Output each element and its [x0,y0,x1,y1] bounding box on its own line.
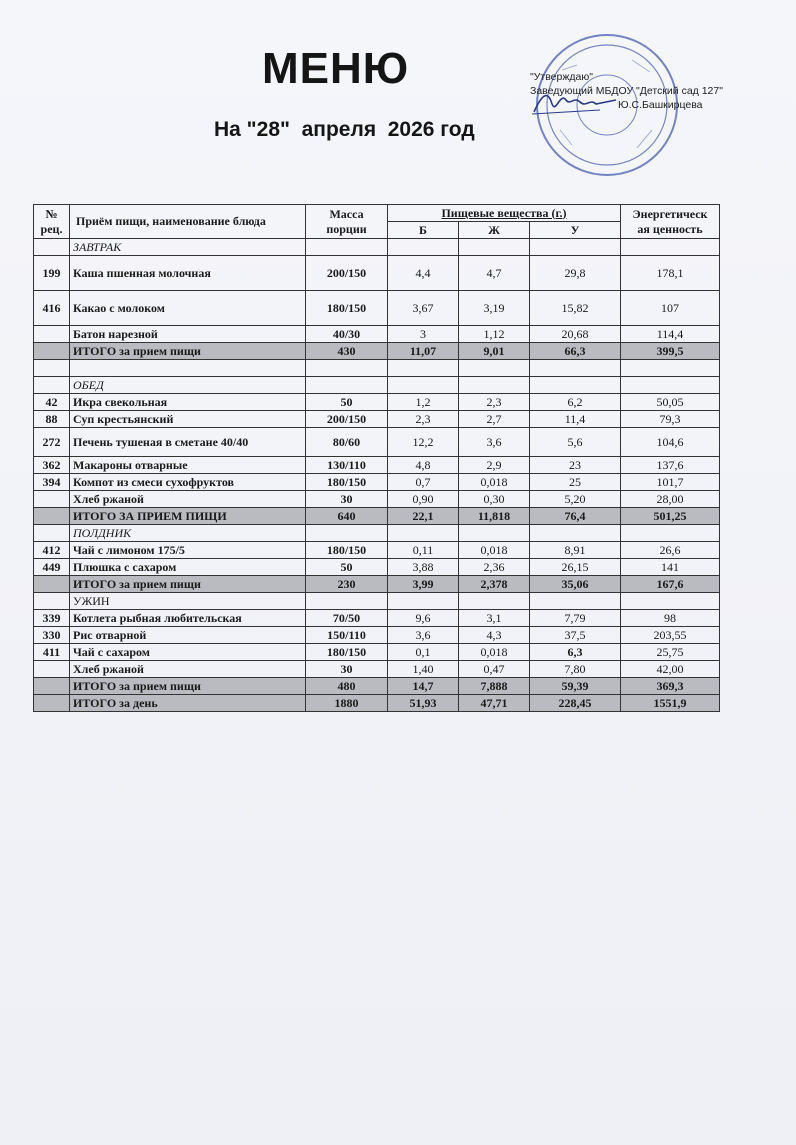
protein-cell: 2,3 [388,411,459,428]
energy-cell: 50,05 [621,394,720,411]
protein-cell: 0,90 [388,491,459,508]
energy-cell: 178,1 [621,256,720,291]
protein-cell: 3 [388,326,459,343]
approval-line-2: Заведующий МБДОУ "Детский сад 127" [530,85,723,97]
fat-cell: 47,71 [459,695,530,712]
protein-cell: 22,1 [388,508,459,525]
carbs-cell: 35,06 [530,576,621,593]
table-row [34,291,720,326]
total-row [34,678,720,695]
energy-cell [621,593,720,610]
carbs-cell: 23 [530,457,621,474]
header-energy-label: Энергетическ [632,206,708,221]
carbs-cell: 20,68 [530,326,621,343]
total-row [34,508,720,525]
table-row [34,661,720,678]
carbs-cell: 5,20 [530,491,621,508]
energy-cell [621,239,720,256]
portion-mass-cell: 640 [306,508,388,525]
energy-cell: 42,00 [621,661,720,678]
page-title: МЕНЮ [262,44,410,93]
carbs-cell: 26,15 [530,559,621,576]
recipe-num-cell: 42 [34,394,70,411]
fat-cell [459,377,530,394]
dish-name-cell: Икра свекольная [70,394,306,411]
portion-mass-cell [306,360,388,377]
energy-cell: 114,4 [621,326,720,343]
carbs-cell [530,525,621,542]
portion-mass-cell: 180/150 [306,644,388,661]
portion-mass-cell: 230 [306,576,388,593]
carbs-cell: 76,4 [530,508,621,525]
header-energy-label-2: ая ценность [637,221,703,236]
dish-name-cell: Плюшка с сахаром [70,559,306,576]
recipe-num-cell: 416 [34,291,70,326]
protein-cell: 0,1 [388,644,459,661]
protein-cell [388,525,459,542]
energy-cell: 28,00 [621,491,720,508]
fat-cell [459,525,530,542]
fat-cell: 0,018 [459,644,530,661]
protein-cell [388,360,459,377]
portion-mass-cell: 40/30 [306,326,388,343]
dish-name-cell: Суп крестьянский [70,411,306,428]
portion-mass-cell: 200/150 [306,411,388,428]
energy-cell: 141 [621,559,720,576]
protein-cell: 12,2 [388,428,459,457]
carbs-cell [530,593,621,610]
total-row [34,695,720,712]
header-fat: Ж [459,222,530,239]
recipe-num-cell [34,491,70,508]
portion-mass-cell: 50 [306,394,388,411]
protein-cell: 1,2 [388,394,459,411]
header-mass [306,205,388,239]
protein-cell [388,239,459,256]
protein-cell: 3,6 [388,627,459,644]
carbs-cell: 8,91 [530,542,621,559]
fat-cell: 4,3 [459,627,530,644]
carbs-cell: 7,80 [530,661,621,678]
portion-mass-cell [306,525,388,542]
menu-date: На "28" апреля 2026 год [214,118,475,141]
portion-mass-cell: 430 [306,343,388,360]
table-row [34,256,720,291]
table-row [34,491,720,508]
table-row [34,457,720,474]
fat-cell: 2,9 [459,457,530,474]
recipe-num-cell: 272 [34,428,70,457]
portion-mass-cell: 180/150 [306,291,388,326]
energy-cell: 79,3 [621,411,720,428]
carbs-cell: 228,45 [530,695,621,712]
protein-cell: 3,88 [388,559,459,576]
portion-mass-cell: 180/150 [306,542,388,559]
approval-line-1: "Утверждаю" [530,71,593,83]
portion-mass-cell: 70/50 [306,610,388,627]
protein-cell: 3,67 [388,291,459,326]
fat-cell: 11,818 [459,508,530,525]
energy-cell: 101,7 [621,474,720,491]
menu-table-body [34,239,720,712]
section-row [34,593,720,610]
recipe-num-cell: 330 [34,627,70,644]
portion-mass-cell [306,593,388,610]
dish-name-cell: Чай с сахаром [70,644,306,661]
dish-name-cell: Каша пшенная молочная [70,256,306,291]
recipe-num-cell: 88 [34,411,70,428]
energy-cell: 369,3 [621,678,720,695]
table-header-row-1 [34,205,720,222]
header-nutrients: Пищевые вещества (г.) [388,205,621,222]
carbs-cell: 6,2 [530,394,621,411]
portion-mass-cell: 130/110 [306,457,388,474]
protein-cell [388,593,459,610]
fat-cell: 0,30 [459,491,530,508]
energy-cell: 399,5 [621,343,720,360]
fat-cell: 3,1 [459,610,530,627]
recipe-num-cell: 411 [34,644,70,661]
dish-name-cell: ОБЕД [70,377,306,394]
portion-mass-cell: 1880 [306,695,388,712]
carbs-cell: 6,3 [530,644,621,661]
portion-mass-cell: 50 [306,559,388,576]
recipe-num-cell [34,576,70,593]
dish-name-cell [70,360,306,377]
fat-cell: 2,36 [459,559,530,576]
energy-cell [621,377,720,394]
dish-name-cell: Печень тушеная в сметане 40/40 [70,428,306,457]
recipe-num-cell [34,525,70,542]
recipe-num-cell [34,239,70,256]
fat-cell [459,593,530,610]
total-row [34,576,720,593]
carbs-cell [530,239,621,256]
table-row [34,474,720,491]
portion-mass-cell [306,239,388,256]
dish-name-cell: ИТОГО за прием пищи [70,343,306,360]
carbs-cell: 66,3 [530,343,621,360]
dish-name-cell: ИТОГО за прием пищи [70,678,306,695]
energy-cell: 26,6 [621,542,720,559]
dish-name-cell: Хлеб ржаной [70,491,306,508]
signature-icon [530,86,620,116]
energy-cell [621,525,720,542]
table-row [34,644,720,661]
dish-name-cell: Компот из смеси сухофруктов [70,474,306,491]
header-protein: Б [388,222,459,239]
table-row [34,627,720,644]
table-row [34,326,720,343]
dish-name-cell: Котлета рыбная любительская [70,610,306,627]
recipe-num-cell [34,593,70,610]
dish-name-cell: ПОЛДНИК [70,525,306,542]
protein-cell: 51,93 [388,695,459,712]
table-row [34,559,720,576]
dish-name-cell: Рис отварной [70,627,306,644]
energy-cell: 501,25 [621,508,720,525]
fat-cell: 2,378 [459,576,530,593]
table-row [34,411,720,428]
carbs-cell [530,377,621,394]
dish-name-cell: ЗАВТРАК [70,239,306,256]
section-row [34,377,720,394]
dish-name-cell: Макароны отварные [70,457,306,474]
recipe-num-cell: 362 [34,457,70,474]
fat-cell: 0,018 [459,474,530,491]
dish-name-cell: ИТОГО за прием пищи [70,576,306,593]
header-dish-name: Приём пищи, наименование блюда [70,205,306,239]
dish-name-cell: УЖИН [70,593,306,610]
recipe-num-cell [34,377,70,394]
header-mass-label: Масса [329,206,364,221]
table-row [34,394,720,411]
carbs-cell: 11,4 [530,411,621,428]
protein-cell: 1,40 [388,661,459,678]
fat-cell: 7,888 [459,678,530,695]
energy-cell [621,360,720,377]
portion-mass-cell: 30 [306,661,388,678]
table-row [34,428,720,457]
protein-cell: 3,99 [388,576,459,593]
approval-line-3: Ю.С.Башкирцева [618,99,703,111]
carbs-cell: 5,6 [530,428,621,457]
energy-cell: 1551,9 [621,695,720,712]
carbs-cell: 37,5 [530,627,621,644]
portion-mass-cell: 200/150 [306,256,388,291]
energy-cell: 98 [621,610,720,627]
fat-cell: 3,6 [459,428,530,457]
protein-cell: 0,11 [388,542,459,559]
dish-name-cell: ИТОГО ЗА ПРИЕМ ПИЩИ [70,508,306,525]
recipe-num-cell: 412 [34,542,70,559]
portion-mass-cell: 180/150 [306,474,388,491]
fat-cell: 2,3 [459,394,530,411]
fat-cell [459,360,530,377]
protein-cell: 14,7 [388,678,459,695]
energy-cell: 203,55 [621,627,720,644]
recipe-num-cell: 449 [34,559,70,576]
recipe-num-cell: 339 [34,610,70,627]
carbs-cell: 59,39 [530,678,621,695]
fat-cell: 9,01 [459,343,530,360]
table-row [34,610,720,627]
dish-name-cell: Хлеб ржаной [70,661,306,678]
portion-mass-cell: 480 [306,678,388,695]
total-row [34,343,720,360]
recipe-num-cell [34,343,70,360]
energy-cell: 104,6 [621,428,720,457]
table-row [34,542,720,559]
dish-name-cell: Чай с лимоном 175/5 [70,542,306,559]
energy-cell: 25,75 [621,644,720,661]
dish-name-cell: Батон нарезной [70,326,306,343]
protein-cell: 4,8 [388,457,459,474]
fat-cell: 4,7 [459,256,530,291]
section-row [34,525,720,542]
fat-cell: 1,12 [459,326,530,343]
protein-cell: 11,07 [388,343,459,360]
portion-mass-cell: 150/110 [306,627,388,644]
header-energy [621,205,720,239]
protein-cell [388,377,459,394]
fat-cell: 3,19 [459,291,530,326]
carbs-cell: 29,8 [530,256,621,291]
energy-cell: 107 [621,291,720,326]
recipe-num-cell [34,508,70,525]
header-recipe-num [34,205,70,239]
header-mass-label-2: порции [326,221,367,236]
fat-cell: 2,7 [459,411,530,428]
dish-name-cell: Какао с молоком [70,291,306,326]
protein-cell: 9,6 [388,610,459,627]
header-carbs: У [530,222,621,239]
portion-mass-cell: 80/60 [306,428,388,457]
recipe-num-cell [34,678,70,695]
energy-cell: 137,6 [621,457,720,474]
recipe-num-cell [34,360,70,377]
portion-mass-cell: 30 [306,491,388,508]
carbs-cell: 25 [530,474,621,491]
recipe-num-cell [34,326,70,343]
fat-cell: 0,018 [459,542,530,559]
section-row [34,239,720,256]
protein-cell: 0,7 [388,474,459,491]
protein-cell: 4,4 [388,256,459,291]
menu-table [33,204,720,712]
carbs-cell: 7,79 [530,610,621,627]
fat-cell [459,239,530,256]
header-num-label: № [45,206,58,221]
portion-mass-cell [306,377,388,394]
header-num-label-2: рец. [40,221,63,236]
recipe-num-cell: 394 [34,474,70,491]
fat-cell: 0,47 [459,661,530,678]
recipe-num-cell [34,695,70,712]
carbs-cell: 15,82 [530,291,621,326]
carbs-cell [530,360,621,377]
energy-cell: 167,6 [621,576,720,593]
recipe-num-cell [34,661,70,678]
dish-name-cell: ИТОГО за день [70,695,306,712]
recipe-num-cell: 199 [34,256,70,291]
blank-row [34,360,720,377]
